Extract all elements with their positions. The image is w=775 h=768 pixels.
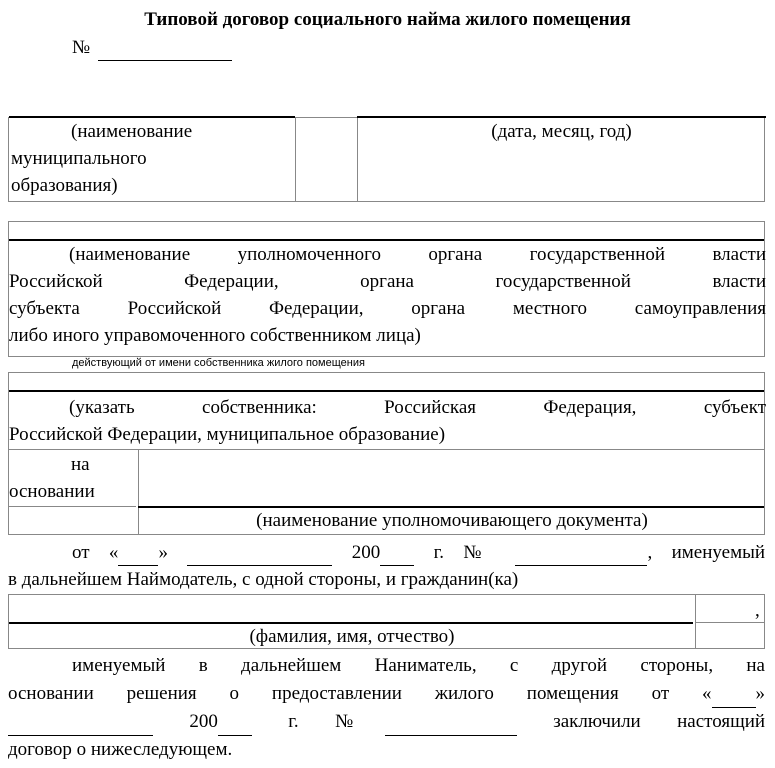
municipality-date-table — [8, 117, 765, 202]
municipality-caption: (наименование муниципального образования) — [11, 121, 193, 196]
date-number-line: от « » 200 г. № , именуемый в дальнейшем Наймодатель, с одной стороны, и гражданин(ка) — [8, 539, 765, 593]
contract-number — [72, 34, 232, 61]
decision-day-field[interactable] — [712, 688, 756, 708]
date-caption: (дата, месяц, год) — [491, 121, 632, 142]
day-field[interactable] — [118, 546, 158, 566]
document-caption: (наименование уполномочивающего документа) — [256, 510, 648, 531]
year-field[interactable] — [380, 546, 414, 566]
comma: , — [755, 600, 760, 621]
authority-caption: (наименование уполномоченного органа государственной власти Российской Федерации, органа государственной власти субъекта Российской Федерации, органа местного самоуправления либо иного управомоченного собственником лица) — [9, 244, 766, 346]
month-field[interactable] — [187, 546, 332, 566]
name-caption: (фамилия, имя, отчество) — [249, 626, 455, 647]
number-field[interactable] — [515, 546, 647, 566]
document-title: Типовой договор социального найма жилого помещения — [144, 9, 631, 30]
decision-number-field[interactable] — [385, 716, 517, 736]
contract-number-field[interactable] — [98, 40, 232, 61]
basis-label: на основании — [9, 454, 95, 502]
tenant-paragraph: именуемый в дальнейшем Наниматель, с другой стороны, на основании решения о предоставлении жилого помещения от « » 200 г. № заключили настоящий договор о нижеследующем. — [8, 655, 766, 760]
decision-month-field[interactable] — [8, 716, 153, 736]
number-label: № — [72, 37, 91, 58]
acting-on-behalf-note: действующий от имени собственника жилого помещения — [72, 357, 365, 369]
tenant-name-block — [8, 594, 765, 649]
authority-block — [8, 221, 765, 357]
landlord-line: в дальнейшем Наймодатель, с одной стороны, и гражданин(ка) — [8, 569, 519, 590]
decision-year-field[interactable] — [218, 716, 252, 736]
owner-caption: (указать собственника: Российская Федерация, субъект Российской Федерации, муниципальное образование) — [9, 397, 766, 445]
owner-basis-block — [8, 372, 765, 535]
